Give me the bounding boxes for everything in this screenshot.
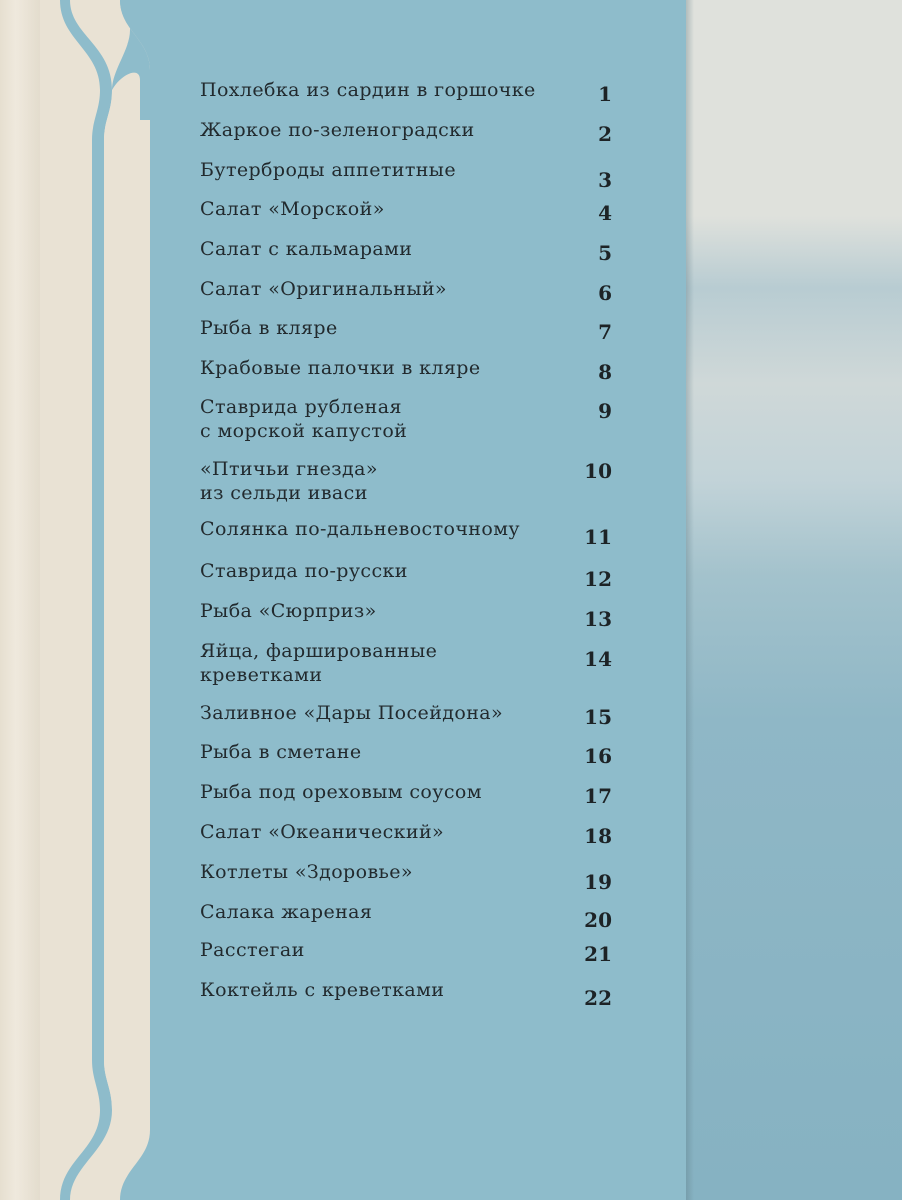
toc-entry-number: 19 <box>584 870 612 894</box>
toc-entry-number: 13 <box>584 607 612 631</box>
toc-entry <box>200 457 620 504</box>
toc-entry-title: Жаркое по-зеленоградски <box>200 119 475 141</box>
strip-shadow <box>686 0 694 1200</box>
toc-entry-title: Крабовые палочки в кляре <box>200 357 481 379</box>
toc-entry-title: «Птичьи гнезда» из сельди иваси <box>200 458 378 504</box>
toc-entry-title: Заливное «Дары Посейдона» <box>200 702 504 724</box>
toc-entry <box>200 356 620 396</box>
toc-entry-number: 15 <box>584 705 612 729</box>
toc-entry-number: 17 <box>584 784 612 808</box>
toc-entry-title: Похлебка из сардин в горшочке <box>200 79 536 101</box>
toc-entry-title: Ставрида по-русски <box>200 560 408 582</box>
toc-entry-title: Яйца, фаршированные креветками <box>200 640 438 686</box>
toc-entry <box>200 740 620 780</box>
toc-entry-number: 21 <box>584 942 612 966</box>
toc-entry-number: 11 <box>584 525 612 549</box>
toc-entry-title: Бутерброды аппетитные <box>200 159 456 181</box>
toc-entry-title: Расстегаи <box>200 939 305 961</box>
toc-entry-title: Салат с кальмарами <box>200 238 413 260</box>
toc-entry <box>200 978 620 1018</box>
toc-entry <box>200 860 620 900</box>
toc-entry <box>200 517 620 557</box>
toc-entry-number: 9 <box>598 399 612 423</box>
toc-entry-title: Рыба под ореховым соусом <box>200 781 482 803</box>
toc-entry-number: 8 <box>598 360 612 384</box>
toc-entry-number: 7 <box>598 320 612 344</box>
toc-entry <box>200 277 620 317</box>
toc-entry-title: Рыба «Сюрприз» <box>200 600 377 622</box>
toc-entry <box>200 559 620 599</box>
cover-photo-strip <box>686 0 902 1200</box>
toc-entry-number: 20 <box>584 908 612 932</box>
toc-entry-number: 16 <box>584 744 612 768</box>
toc-entry <box>200 78 620 118</box>
toc-entry-number: 10 <box>584 459 612 483</box>
toc-entry-title: Котлеты «Здоровье» <box>200 861 413 883</box>
toc-entry-title: Рыба в сметане <box>200 741 362 763</box>
toc-entry-number: 2 <box>598 122 612 146</box>
toc-entry <box>200 820 620 860</box>
toc-entry-title: Салат «Океанический» <box>200 821 445 843</box>
table-of-contents <box>200 0 620 1200</box>
toc-entry-number: 3 <box>598 168 612 192</box>
toc-entry <box>200 599 620 639</box>
toc-entry-number: 14 <box>584 647 612 671</box>
toc-entry-number: 6 <box>598 281 612 305</box>
toc-entry-number: 12 <box>584 567 612 591</box>
toc-entry <box>200 639 620 686</box>
toc-entry-title: Салака жареная <box>200 901 373 923</box>
toc-entry-title: Коктейль с креветками <box>200 979 445 1001</box>
toc-entry-title: Салат «Морской» <box>200 198 385 220</box>
toc-entry <box>200 780 620 820</box>
toc-entry-number: 4 <box>598 201 612 225</box>
toc-entry-title: Солянка по-дальневосточному <box>200 518 520 540</box>
toc-entry-title: Рыба в кляре <box>200 317 338 339</box>
toc-entry <box>200 197 620 237</box>
toc-entry-number: 1 <box>598 82 612 106</box>
toc-entry <box>200 158 620 198</box>
toc-entry-number: 18 <box>584 824 612 848</box>
toc-entry-number: 22 <box>584 986 612 1010</box>
toc-entry-title: Салат «Оригинальный» <box>200 278 447 300</box>
toc-entry-title: Ставрида рубленая с морской капустой <box>200 396 408 442</box>
toc-entry <box>200 237 620 277</box>
toc-entry <box>200 395 620 442</box>
toc-entry <box>200 316 620 356</box>
toc-entry <box>200 900 620 940</box>
toc-entry-number: 5 <box>598 241 612 265</box>
toc-entry <box>200 938 620 978</box>
toc-entry <box>200 701 620 741</box>
toc-entry <box>200 118 620 158</box>
